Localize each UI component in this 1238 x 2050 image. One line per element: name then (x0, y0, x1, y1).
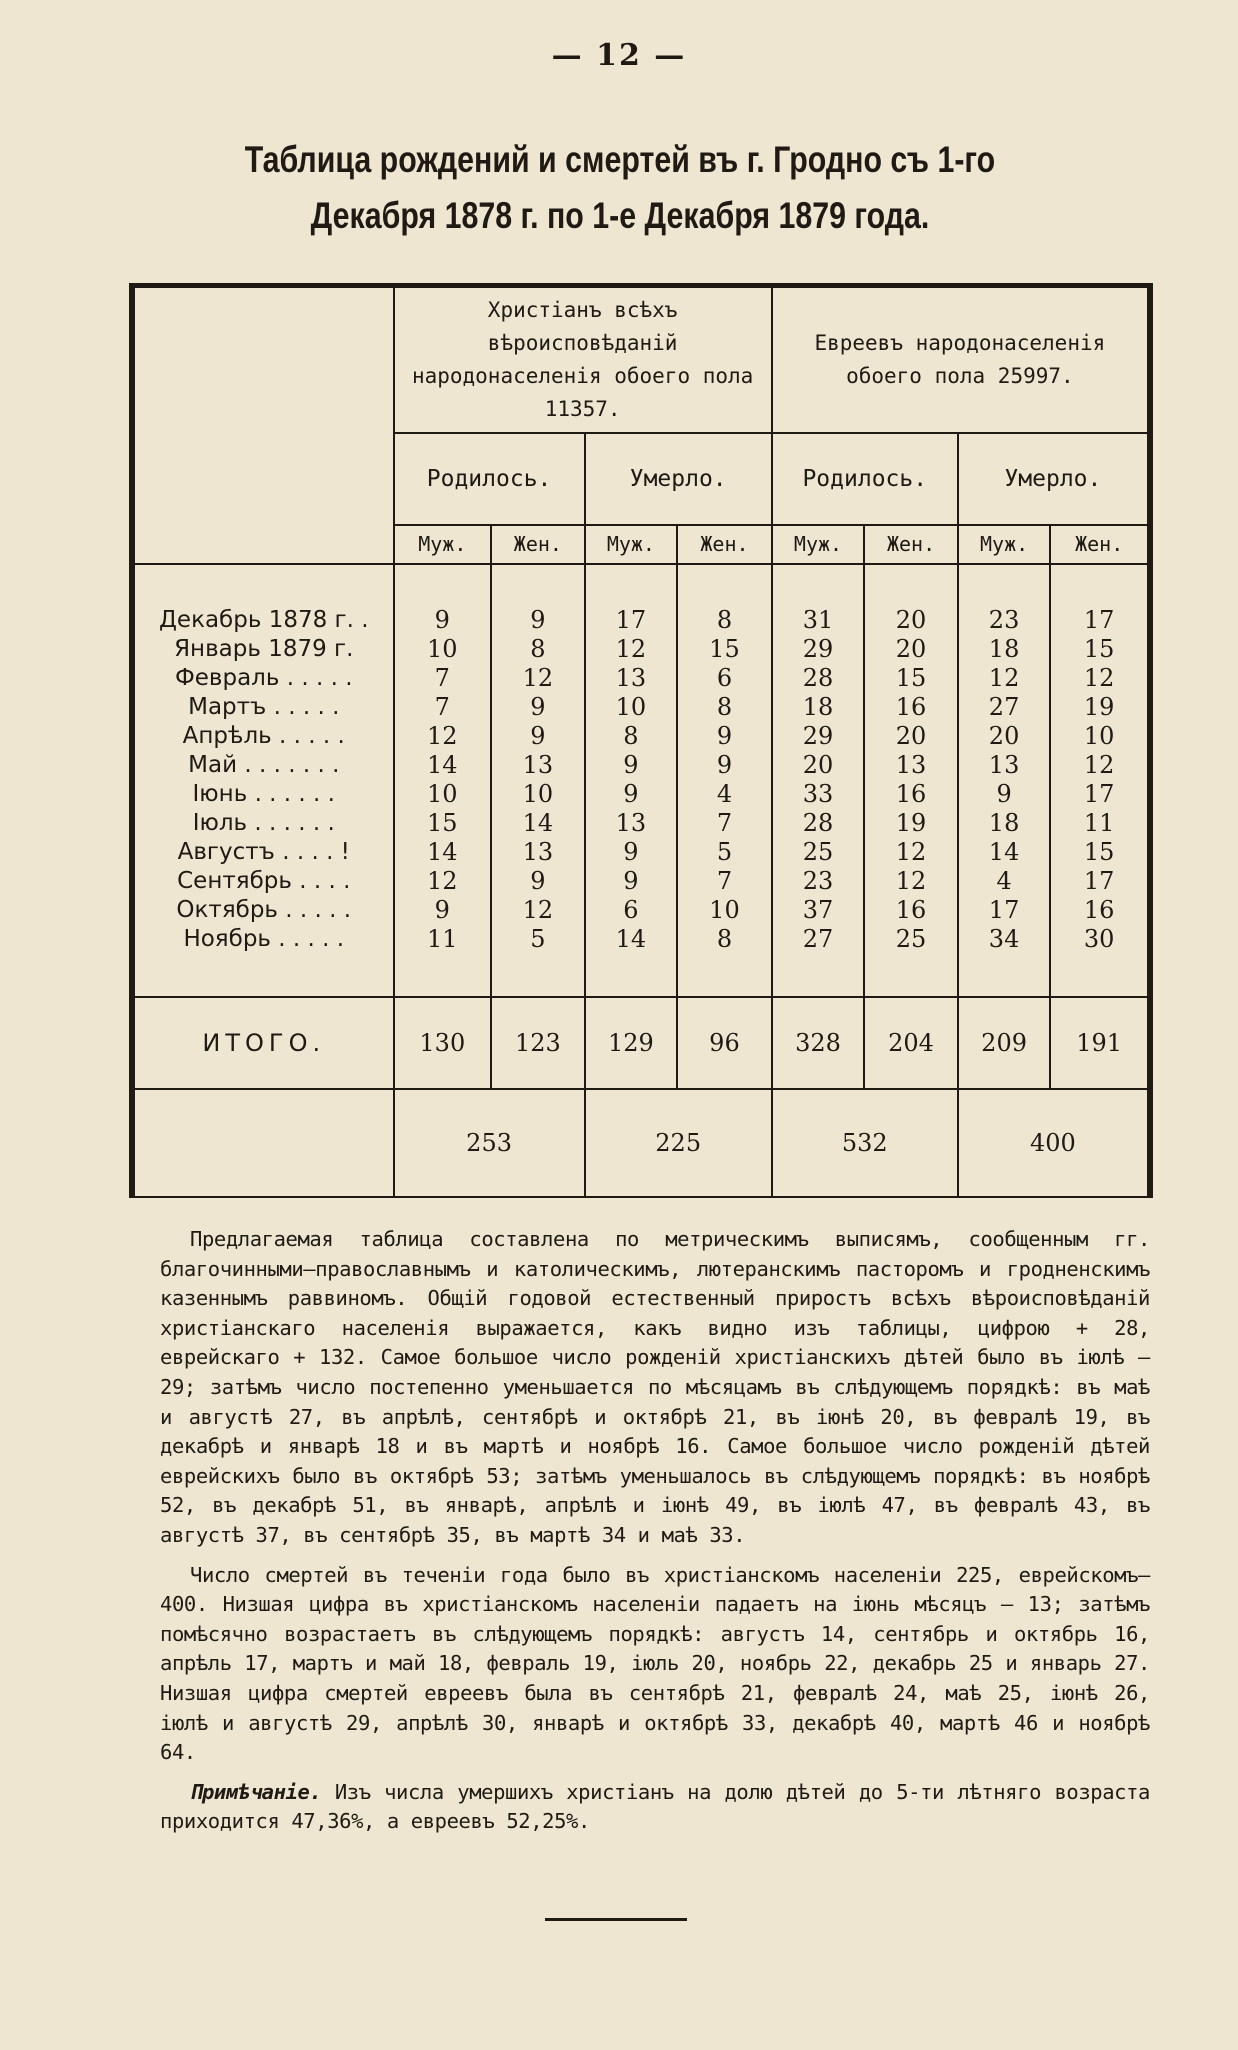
table-cell: 6 (716, 664, 733, 693)
table-cell: 23 (988, 606, 1020, 635)
table-cell: 14 (427, 751, 458, 780)
table-cell: 29 (802, 722, 834, 751)
header-christians-died: Умерло. (585, 433, 772, 525)
table-cell: 8 (716, 925, 733, 954)
column-values (958, 564, 1051, 997)
header-female: Жен. (1050, 525, 1150, 564)
column-values (1050, 564, 1150, 997)
total-cell: 130 (394, 997, 492, 1089)
table-cell: 12 (427, 722, 458, 751)
table-cell: 31 (802, 606, 834, 635)
table-cell: 23 (802, 867, 834, 896)
table-cell: 18 (988, 635, 1020, 664)
table-cell: 25 (802, 838, 834, 867)
total-label: ИТОГО. (132, 997, 394, 1089)
table-cell: 15 (1083, 635, 1115, 664)
total-cell: 191 (1050, 997, 1150, 1089)
table-cell: 10 (615, 693, 647, 722)
table-cell: 30 (1083, 925, 1115, 954)
column-values (585, 564, 678, 997)
table-cell: 15 (895, 664, 927, 693)
table-cell: 11 (1083, 809, 1115, 838)
table-cell: 4 (996, 867, 1012, 896)
month-label: Апрѣль . . . . . (182, 723, 345, 750)
table-cell: 12 (895, 838, 927, 867)
table-cell: 14 (427, 838, 458, 867)
table-cell: 20 (988, 722, 1020, 751)
total-cell: 328 (772, 997, 865, 1089)
header-female: Жен. (864, 525, 958, 564)
table-cell: 16 (895, 693, 927, 722)
total-cell: 123 (491, 997, 585, 1089)
header-male: Муж. (772, 525, 865, 564)
table-cell: 13 (895, 751, 927, 780)
header-female: Жен. (677, 525, 772, 564)
table-cell: 37 (802, 896, 834, 925)
paragraph: Число смертей въ теченіи года было въ христіанскомъ населеніи 225, еврейскомъ—400. Низшая цифра въ христіанскомъ населеніи падаетъ на іюнь мѣсяцъ — 13; затѣмъ помѣсячно возрастаетъ въ слѣдующемъ порядкѣ: августъ 14, сентябрь и октябрь 16, апрѣль 17, мартъ и май 18, февраль 19, іюль 20, ноябрь 22, декабрь 25 и январь 27. Низшая цифра смертей евреевъ была въ сентябрѣ 21, февралѣ 24, маѣ 25, іюнѣ 26, іюлѣ и августѣ 29, апрѣлѣ 30, январѣ и октябрѣ 33, декабрѣ 40, мартѣ 46 и ноябрѣ 64. (160, 1562, 1150, 1765)
table-cell: 17 (988, 896, 1020, 925)
table-cell: 10 (522, 780, 554, 809)
table-cell: 17 (1083, 606, 1115, 635)
table-cell: 12 (1083, 664, 1115, 693)
table-cell: 9 (623, 780, 639, 809)
table-cell: 19 (895, 809, 927, 838)
table-cell: 9 (530, 722, 546, 751)
table-cell: 7 (716, 809, 733, 838)
table-cell: 19 (1083, 693, 1115, 722)
table-cell: 16 (895, 896, 927, 925)
table-cell: 16 (1083, 896, 1115, 925)
table-cell: 8 (716, 606, 733, 635)
header-female: Жен. (491, 525, 585, 564)
table-cell: 20 (802, 751, 834, 780)
table-cell: 5 (716, 838, 733, 867)
table-cell: 4 (716, 780, 733, 809)
table-cell: 13 (615, 809, 647, 838)
table-cell: 9 (716, 751, 733, 780)
column-values (772, 564, 865, 997)
table-cell: 17 (1083, 867, 1115, 896)
total-cell: 129 (585, 997, 678, 1089)
table-cell: 13 (615, 664, 647, 693)
table-cell: 9 (623, 838, 639, 867)
month-label: Февраль . . . . . (174, 665, 353, 692)
table-cell: 7 (716, 867, 733, 896)
table-cell: 9 (530, 693, 546, 722)
page-number: — 12 — (551, 38, 687, 73)
table-cell: 9 (434, 896, 450, 925)
total-cell: 209 (958, 997, 1051, 1089)
month-label: Декабрь 1878 г. . (158, 607, 369, 634)
header-christians-born: Родилось. (394, 433, 585, 525)
table-cell: 6 (623, 896, 639, 925)
table-cell: 9 (623, 751, 639, 780)
table-cell: 12 (988, 664, 1020, 693)
table-cell: 9 (996, 780, 1012, 809)
table-cell: 5 (530, 925, 546, 954)
column-values (491, 564, 585, 997)
header-jews-died: Умерло. (958, 433, 1150, 525)
column-values (864, 564, 958, 997)
month-label: Мартъ . . . . . (188, 694, 340, 721)
table-cell: 20 (895, 606, 927, 635)
table-cell: 12 (895, 867, 927, 896)
table-cell: 17 (615, 606, 647, 635)
table-cell: 15 (427, 809, 458, 838)
births-deaths-table (129, 283, 1153, 1198)
table-cell: 28 (802, 809, 834, 838)
table-cell: 34 (988, 925, 1020, 954)
table-cell: 9 (530, 606, 546, 635)
table-cell: 29 (802, 635, 834, 664)
blank-corner (132, 286, 394, 564)
header-male: Муж. (958, 525, 1051, 564)
table-cell: 11 (427, 925, 458, 954)
table-cell: 9 (434, 606, 450, 635)
column-values (394, 564, 492, 997)
body-text (160, 1225, 1150, 1847)
table-cell: 10 (1083, 722, 1115, 751)
sum-cell: 253 (394, 1089, 585, 1197)
table-cell: 28 (802, 664, 834, 693)
table-cell: 10 (427, 780, 458, 809)
table-cell: 15 (709, 635, 740, 664)
header-male: Муж. (394, 525, 492, 564)
sum-cell: 532 (772, 1089, 958, 1197)
table-cell: 17 (1083, 780, 1115, 809)
month-label: Іюнь . . . . . . (192, 781, 335, 808)
table-cell: 13 (522, 838, 554, 867)
table-cell: 20 (895, 635, 927, 664)
table-cell: 8 (623, 722, 639, 751)
table-cell: 8 (716, 693, 733, 722)
month-labels (132, 564, 394, 997)
table-cell: 8 (530, 635, 546, 664)
total-cell: 204 (864, 997, 958, 1089)
end-rule (545, 1918, 687, 1921)
total-cell: 96 (677, 997, 772, 1089)
table-cell: 9 (530, 867, 546, 896)
table-cell: 7 (434, 664, 450, 693)
sum-cell: 400 (958, 1089, 1150, 1197)
table-cell: 10 (427, 635, 458, 664)
table-cell: 18 (802, 693, 834, 722)
table-cell: 9 (716, 722, 733, 751)
table-cell: 14 (988, 838, 1020, 867)
month-label: Іюль . . . . . . (192, 810, 335, 837)
table-cell: 18 (988, 809, 1020, 838)
table-cell: 14 (615, 925, 647, 954)
month-label: Май . . . . . . . (188, 752, 340, 779)
header-male: Муж. (585, 525, 678, 564)
paragraph: Предлагаемая таблица составлена по метрическимъ выписямъ, сообщенным гг. благочинными—православнымъ и католическимъ, лютеранскимъ пасторомъ и гродненскимъ казеннымъ раввиномъ. Общій годовой естественный приростъ всѣхъ вѣроисповѣданій христіанскаго населенія выражается, какъ видно изъ таблицы, цифрою + 28, еврейскаго + 132. Самое большое число рожденій христіанскихъ дѣтей было въ іюлѣ — 29; затѣмъ число постепенно уменьшается по мѣсяцамъ въ слѣдующемъ порядкѣ: въ маѣ и августѣ 27, въ апрѣлѣ, сентябрѣ и октябрѣ 21, въ іюнѣ 20, въ февралѣ 19, въ декабрѣ и январѣ 18 и въ мартѣ и ноябрѣ 16. Самое большое число рожденій дѣтей еврейскихъ было въ октябрѣ 53; затѣмъ уменьшалось въ слѣдующемъ порядкѣ: въ ноябрѣ 52, въ декабрѣ 51, въ январѣ, апрѣлѣ и іюнѣ 49, въ іюлѣ 47, въ февралѣ 43, въ августѣ 37, въ сентябрѣ 35, въ мартѣ 34 и маѣ 33. (160, 1227, 1150, 1547)
table-cell: 13 (988, 751, 1020, 780)
table-cell: 12 (522, 896, 554, 925)
note-body: Изъ числа умершихъ христіанъ на долю дѣтей до 5-ти лѣтняго возраста приходится 47,36%, а евреевъ 52,25%. (160, 1779, 1150, 1834)
sum-cell: 225 (585, 1089, 772, 1197)
header-jews-born: Родилось. (772, 433, 958, 525)
header-jews: Евреевъ народонаселенія обоего пола 25997. (772, 286, 1150, 433)
table-cell: 14 (522, 809, 554, 838)
note-title: Примѣчаніе. (190, 1779, 322, 1804)
month-label: Ноябрь . . . . . (183, 926, 345, 953)
month-label: Августъ . . . . ! (177, 839, 350, 866)
table-cell: 12 (522, 664, 554, 693)
table-cell: 20 (895, 722, 927, 751)
blank-cell (132, 1089, 394, 1197)
note-paragraph (160, 1778, 1150, 1837)
table-cell: 15 (1083, 838, 1115, 867)
table-cell: 16 (895, 780, 927, 809)
table-cell: 27 (802, 925, 834, 954)
table-cell: 10 (709, 896, 740, 925)
column-values (677, 564, 772, 997)
table-cell: 13 (522, 751, 554, 780)
table-cell: 25 (895, 925, 927, 954)
table-cell: 12 (1083, 751, 1115, 780)
table-cell: 12 (427, 867, 458, 896)
table-cell: 9 (623, 867, 639, 896)
table-cell: 7 (434, 693, 450, 722)
table-cell: 33 (802, 780, 834, 809)
page-title: Таблица рождений и смертей въ г. Гродно съ 1-го Декабря 1878 г. по 1-е Декабря 1879 года. (244, 139, 996, 236)
table-cell: 27 (988, 693, 1020, 722)
month-label: Октябрь . . . . . (176, 897, 352, 924)
header-christians: Христіанъ всѣхъ вѣроисповѣданій народонаселенія обоего пола 11357. (394, 286, 772, 433)
month-label: Январь 1879 г. (174, 636, 354, 663)
month-label: Сентябрь . . . . (177, 868, 351, 895)
table-cell: 12 (615, 635, 647, 664)
